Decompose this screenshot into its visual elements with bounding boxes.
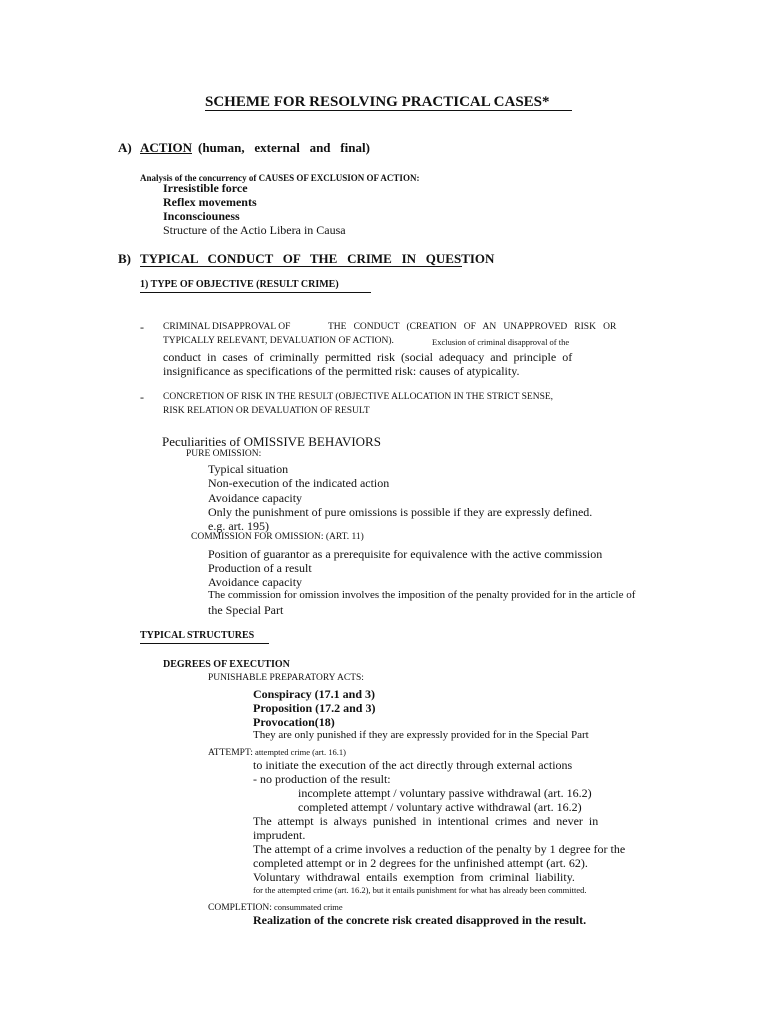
criminal-disapproval-caps-cont: THE CONDUCT (CREATION OF AN UNAPPROVED RISK OR [328, 322, 617, 332]
page-title: SCHEME FOR RESOLVING PRACTICAL CASES* [205, 94, 550, 110]
section-b-underline [140, 266, 462, 267]
attempt-heading [208, 743, 346, 759]
completion-rest: consummated crime [271, 902, 343, 912]
analysis-suffix: : [416, 173, 420, 183]
title-underline [205, 110, 572, 111]
attempt-line: The attempt of a crime involves a reduction of the penalty by 1 degree for the [253, 842, 626, 856]
type-objective-heading: 1) TYPE OF OBJECTIVE (RESULT CRIME) [140, 279, 339, 290]
attempt-line: completed attempt / voluntary active withdrawal (art. 16.2) [298, 800, 582, 814]
attempt-line: completed attempt or in 2 degrees for the unfinished attempt (art. 62). [253, 856, 588, 870]
commission-note-line1: The commission for omission involves the imposition of the penalty provided for in the article of [208, 589, 636, 601]
completion-heading [208, 898, 343, 914]
exclusion-item: Inconsciouness [163, 209, 240, 223]
completion-caps: COMPLETION: [208, 903, 272, 913]
pure-omission-item: Non-execution of the indicated action [208, 476, 390, 490]
bullet-marker: - [140, 320, 144, 334]
attempt-line: imprudent. [253, 828, 306, 842]
actio-libera-structure: Structure of the Actio Libera in Causa [163, 223, 346, 237]
section-b-heading: TYPICAL CONDUCT OF THE CRIME IN QUESTION [140, 251, 495, 266]
omissive-behaviors-heading [162, 435, 381, 448]
criminal-disapproval-line2: TYPICALLY RELEVANT, DEVALUATION OF ACTION). [163, 336, 394, 346]
risk-concretion-line2: RISK RELATION OR DEVALUATION OF RESULT [163, 406, 370, 416]
exclusion-item: Reflex movements [163, 195, 257, 209]
criminal-disapproval-line3: conduct in cases of criminally permitted risk (social adequacy and principle of [163, 350, 573, 364]
attempt-line: to initiate the execution of the act directly through external actions [253, 758, 573, 772]
bullet-marker: - [140, 390, 144, 404]
commission-note-line2: the Special Part [208, 603, 284, 617]
criminal-disapproval-line4: insignificance as specifications of the permitted risk: causes of atypicality. [163, 364, 520, 378]
type-objective-underline [140, 292, 371, 293]
attempt-line: for the attempted crime (art. 16.2), but it entails punishment for what has already been committed. [253, 885, 587, 895]
degrees-execution-heading: DEGREES OF EXECUTION [163, 659, 290, 670]
typical-structures-heading: TYPICAL STRUCTURES [140, 630, 255, 641]
attempt-line: incomplete attempt / voluntary passive withdrawal (art. 16.2) [298, 786, 592, 800]
section-b-marker: B) [118, 251, 131, 266]
pure-omission-item: Avoidance capacity [208, 491, 303, 505]
typical-structures-underline [140, 643, 269, 644]
section-a-heading: ACTION [140, 140, 193, 155]
section-a-subtitle: (human, external and final) [198, 140, 370, 155]
preparatory-note: They are only punished if they are expressly provided for in the Special Part [253, 729, 589, 741]
pure-omission-item: Only the punishment of pure omissions is possible if they are expressly defined. [208, 505, 593, 519]
criminal-disapproval-exclusion: Exclusion of criminal disapproval of the [432, 337, 570, 347]
attempt-line: - no production of the result: [253, 772, 391, 786]
commission-item: Avoidance capacity [208, 575, 303, 589]
analysis-prefix: Analysis of the concurrency of [140, 173, 259, 183]
attempt-caps: ATTEMPT: [208, 748, 253, 758]
preparatory-item: Conspiracy (17.1 and 3) [253, 687, 376, 701]
preparatory-item: Proposition (17.2 and 3) [253, 701, 376, 715]
commission-omission-heading: COMMISSION FOR OMISSION: (ART. 11) [191, 532, 364, 542]
criminal-disapproval-caps: CRIMINAL DISAPPROVAL OF [163, 322, 291, 332]
attempt-line: Voluntary withdrawal entails exemption from criminal liability. [253, 870, 575, 884]
analysis-caps: CAUSES OF EXCLUSION OF ACTION [258, 173, 417, 183]
pure-omission-heading: PURE OMISSION: [186, 449, 262, 459]
pure-omission-item: Typical situation [208, 462, 289, 476]
preparatory-acts-heading: PUNISHABLE PREPARATORY ACTS: [208, 673, 364, 683]
preparatory-item: Provocation(18) [253, 715, 335, 729]
omissive-caps: OMISSIVE BEHAVIORS [243, 434, 381, 449]
pure-omission-item: e.g. art. 195) [208, 519, 269, 533]
attempt-line: The attempt is always punished in intentional crimes and never in [253, 814, 599, 828]
risk-concretion-line1: CONCRETION OF RISK IN THE RESULT (OBJECTIVE ALLOCATION IN THE STRICT SENSE, [163, 392, 554, 402]
exclusion-item: Irresistible force [163, 181, 248, 195]
commission-item: Production of a result [208, 561, 312, 575]
realization-statement: Realization of the concrete risk created disapproved in the result. [253, 913, 587, 927]
omissive-prefix: Peculiarities of [162, 434, 244, 449]
commission-item: Position of guarantor as a prerequisite for equivalence with the active commission [208, 547, 603, 561]
section-a-marker: A) [118, 140, 132, 155]
attempt-rest: attempted crime (art. 16.1) [252, 747, 346, 757]
